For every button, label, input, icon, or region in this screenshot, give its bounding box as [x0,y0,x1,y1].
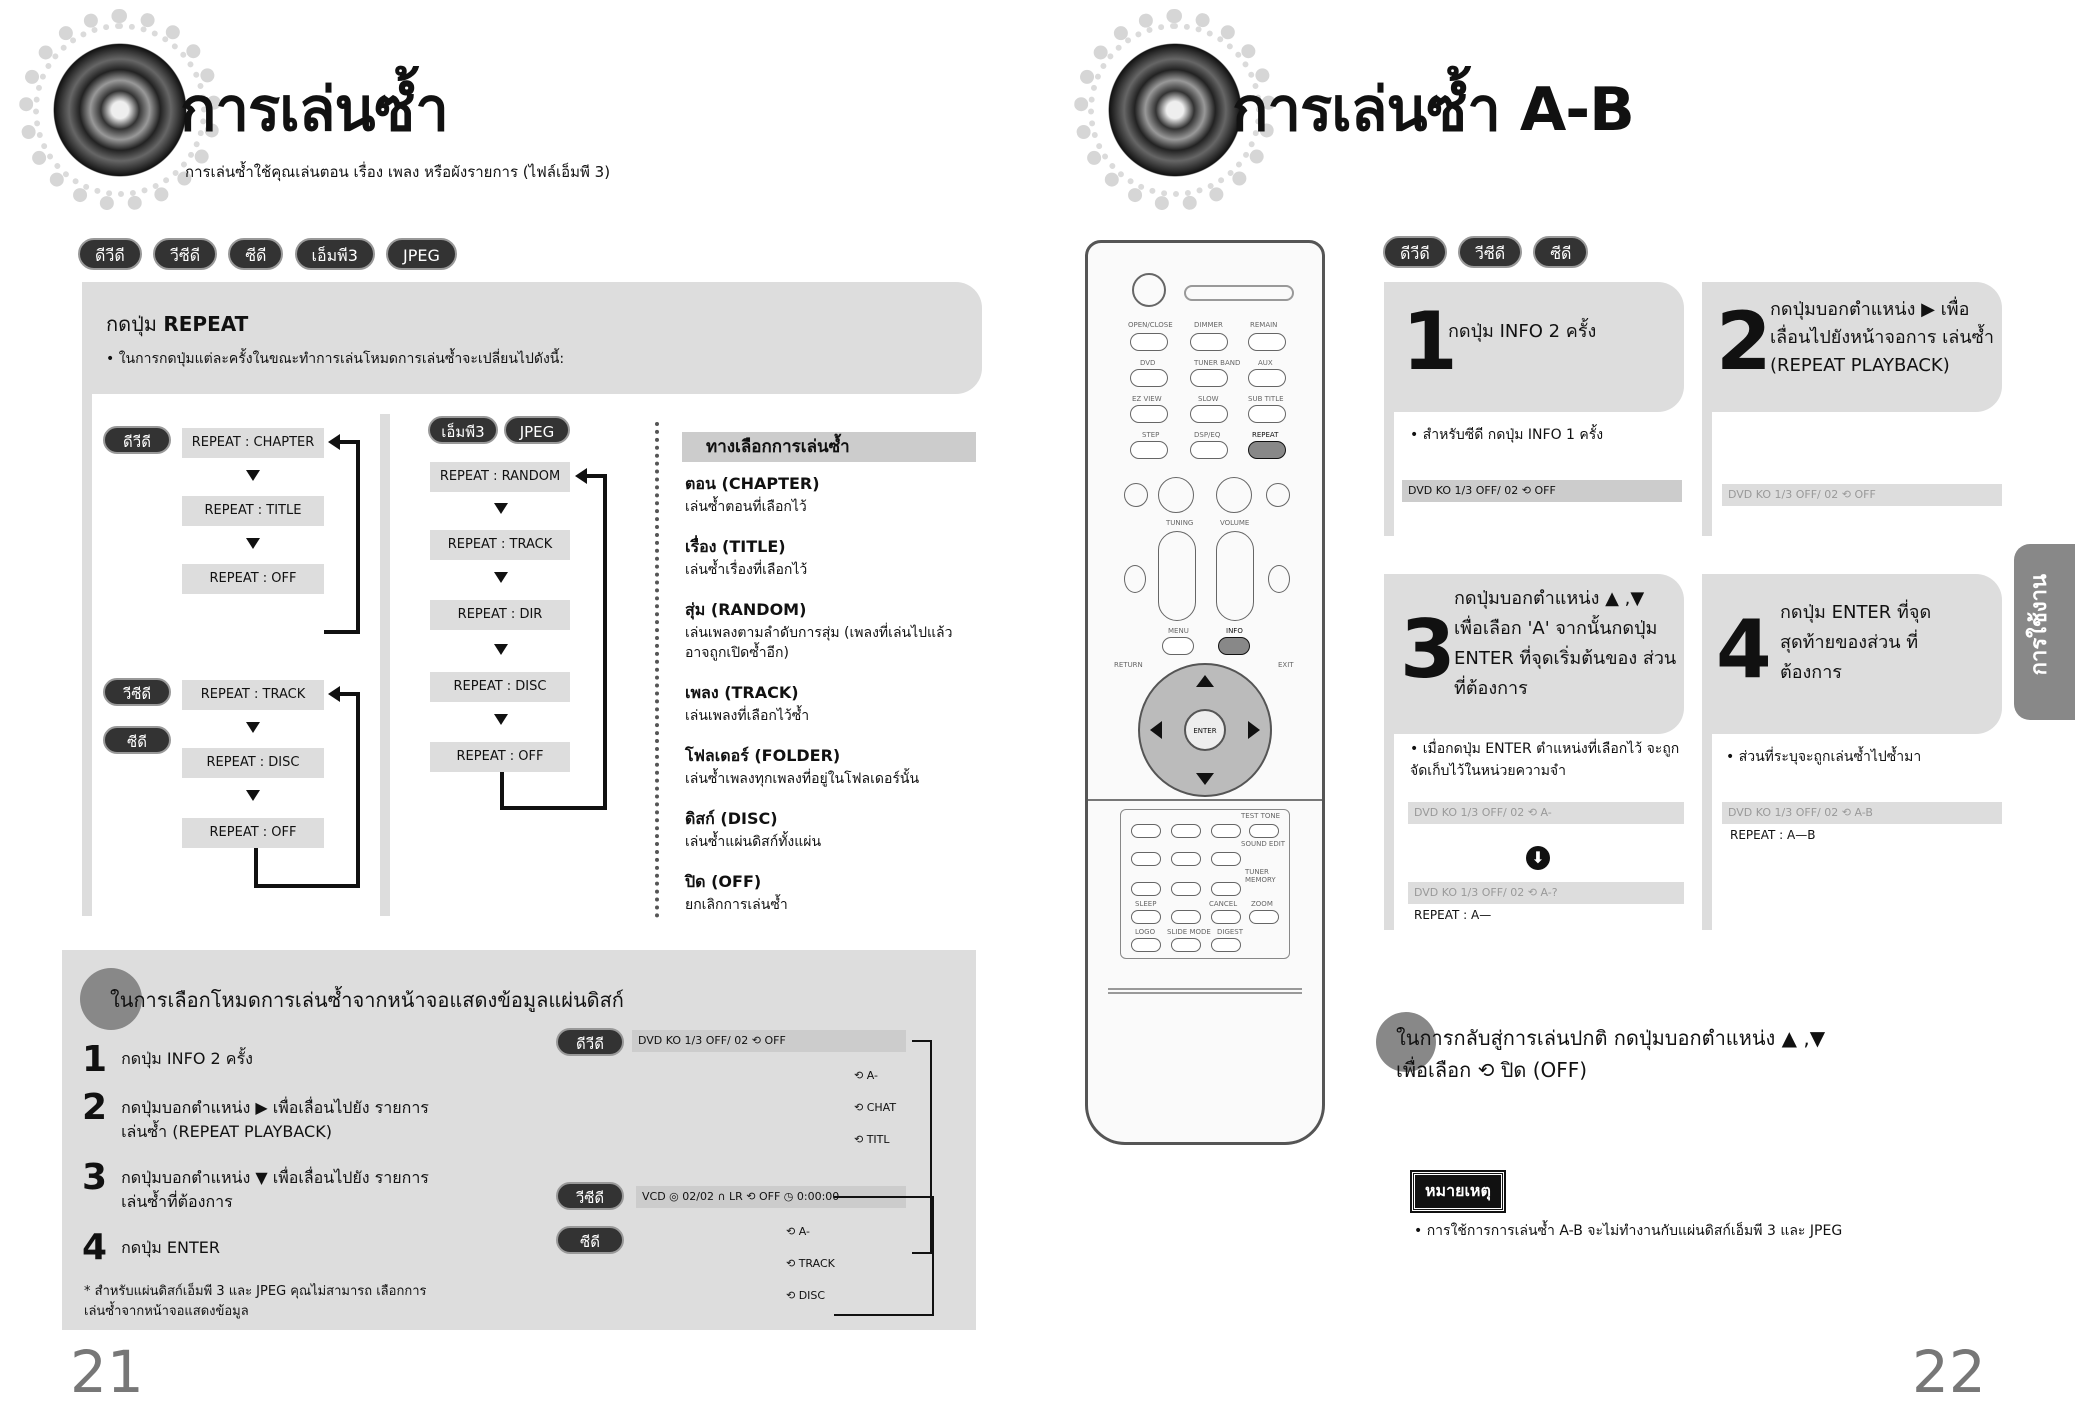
osd-vcd-list: ⟲ A- ⟲ TRACK ⟲ DISC [786,1225,835,1302]
osd-step-1: DVD KO 1/3 OFF/ 02 ⟲ OFF [1402,480,1682,502]
option-desc: เล่นเพลงตามลำดับการสุ่ม (เพลงที่เล่นไปแล้วอาจถูกเปิดซ้ำอีก) [685,625,953,661]
remote-label: LOGO [1135,928,1156,936]
remote-label: TEST TONE [1241,812,1281,820]
step-side-bar [1384,412,1394,536]
arrow-down [246,470,260,481]
vcd-label-oval: วีซีดี [556,1182,624,1210]
step-note: • สำหรับซีดี กดปุ่ม INFO 1 ครั้ง [1410,427,1604,443]
dvd-mode-title: REPEAT : TITLE [182,496,324,526]
page-title-right: การเล่นซ้ำ A-B [1232,75,1634,145]
vcd-mode-off: REPEAT : OFF [182,818,324,848]
divider-bar [380,414,390,916]
number-button[interactable] [1131,824,1161,838]
loop-line [500,806,607,810]
remote-button[interactable] [1171,938,1201,952]
step-note: • เมื่อกดปุ่ม ENTER ตำแหน่งที่เลือกไว้ จะถูกจัดเก็บไว้ในหน่วยความจำ [1410,741,1680,779]
step-text: กดปุ่ม ENTER ที่จุดสุดท้ายของส่วน ที่ต้องการ [1780,602,1932,683]
tuning-rocker[interactable] [1158,531,1196,621]
info-step: 4 กดปุ่ม ENTER [82,1227,221,1268]
number-button[interactable] [1249,824,1279,838]
mp3-mode-dir: REPEAT : DIR [430,600,570,630]
step-number: 4 [1716,603,1772,696]
badge-cd: ซีดี [228,238,283,270]
loop-line [603,474,607,810]
mp3-label-oval: เอ็มพี3 [428,416,498,444]
skip-back-button[interactable] [1124,483,1148,507]
remote-button[interactable] [1190,333,1228,351]
option-desc: เล่นเพลงที่เลือกไว้ซ้ำ [685,708,810,724]
osd-caption: REPEAT : A—B [1730,828,1816,842]
remote-button[interactable] [1248,405,1286,423]
remote-label: SUB TITLE [1248,395,1284,403]
loop-line [254,848,258,888]
remote-button[interactable] [1130,333,1168,351]
disc-badges-right [1383,236,1594,268]
vcd-mode-disc: REPEAT : DISC [182,748,324,778]
remote-button[interactable] [1130,441,1168,459]
remote-label: TUNER MEMORY [1245,868,1276,884]
option-desc: ยกเลิกการเล่นซ้ำ [685,897,788,913]
dvd-mode-chapter: REPEAT : CHAPTER [182,428,324,458]
remote-button[interactable] [1131,910,1161,924]
cd-label-oval: ซีดี [103,726,171,754]
number-button[interactable] [1211,824,1241,838]
info-heading: ในการเลือกโหมดการเล่นซ้ำจากหน้าจอแสดงข้อมูลแผ่นดิสก์ [110,988,624,1012]
cd-label-oval: ซีดี [556,1226,624,1254]
option-desc: เล่นซ้ำแผ่นดิสก์ทั้งแผ่น [685,834,822,850]
remote-button[interactable] [1248,333,1286,351]
loop-line [338,440,360,444]
option-title: โฟลเดอร์ (FOLDER) [685,746,841,765]
loop-line [356,692,360,888]
return-note: ในการกลับสู่การเล่นปกติ กดปุ่มบอกตำแหน่ง ▲ ,▼ เพื่อเลือก ⟲ ปิด (OFF) [1396,1026,1826,1082]
osd-vcd-bar: VCD ◎ 02/02 ∩ LR ⟲ OFF ◷ 0:00:00 [636,1186,906,1208]
badge-jpeg: JPEG [386,238,457,270]
info-button[interactable] [1218,637,1250,655]
arrow-down [494,644,508,655]
remote-button[interactable] [1248,369,1286,387]
remote-label: SLIDE MODE [1167,928,1211,936]
page-title-left: การเล่นซ้ำ [180,75,448,145]
remote-button[interactable] [1171,910,1201,924]
remote-label: CANCEL [1209,900,1238,908]
arrow-down [494,572,508,583]
remote-label: DIMMER [1194,321,1223,329]
step-box-2 [1702,282,2002,412]
nav-up-icon[interactable] [1196,675,1214,687]
loop-line [500,772,504,810]
step-number: 3 [1400,603,1456,696]
vcd-mode-track: REPEAT : TRACK [182,680,324,710]
osd-dvd-list: ⟲ A- ⟲ CHAT ⟲ TITL [854,1069,897,1146]
divider-bar [82,394,92,916]
step-text: กดปุ่ม INFO 2 ครั้ง [1448,321,1597,342]
number-button[interactable] [1171,882,1201,896]
badge-vcd: วีซีดี [1458,236,1522,268]
mp3-mode-disc: REPEAT : DISC [430,672,570,702]
nav-right-icon[interactable] [1248,721,1260,739]
remote-label: DIGEST [1217,928,1244,936]
dvd-label-oval: ดีวีดี [556,1028,624,1056]
power-button[interactable] [1132,273,1166,307]
step-text: กดปุ่มบอกตำแหน่ง ▶ เพื่อเลื่อนไปยังหน้าจอการ เล่นซ้ำ (REPEAT PLAYBACK) [1770,299,1994,376]
loop-line [585,474,607,478]
loop-line [254,884,360,888]
side-tab-label: การใช้งาน [2027,574,2052,676]
option-desc: เล่นซ้ำตอนที่เลือกไว้ [685,499,807,515]
divider [1108,988,1302,994]
vcd-label-oval: วีซีดี [103,678,171,706]
step-number: 1 [1402,295,1458,388]
loop-line [356,440,360,634]
osd-step-4: DVD KO 1/3 OFF/ 02 ⟲ A-B [1722,802,2002,824]
number-pad [1120,809,1290,959]
step-box-3 [1384,574,1684,734]
remote-label: DVD [1140,359,1156,367]
remote-button[interactable] [1249,910,1279,924]
disc-badges-left [78,238,463,270]
remote-label: EZ VIEW [1132,395,1162,403]
remote-button[interactable] [1190,369,1228,387]
remote-label: TUNING [1166,519,1194,527]
arrow-down [246,538,260,549]
osd-step-3: DVD KO 1/3 OFF/ 02 ⟲ A- [1408,802,1684,824]
badge-dvd: ดีวีดี [1383,236,1447,268]
dvd-label-oval: ดีวีดี [103,426,171,454]
remote-label: EXIT [1278,661,1294,669]
number-button[interactable] [1171,824,1201,838]
option-desc: เล่นซ้ำเพลงทุกเพลงที่อยู่ในโฟลเดอร์นั้น [685,771,920,787]
arrow-down [494,503,508,514]
remote-display [1184,285,1294,301]
loop-line [338,692,360,696]
step-box-1 [1384,282,1684,412]
remote-label: VOLUME [1220,519,1250,527]
speaker-graphic-left [45,35,195,185]
badge-cd: ซีดี [1533,236,1588,268]
remote-label: OPEN/CLOSE [1128,321,1173,329]
remote-label: RETURN [1114,661,1143,669]
skip-forward-button[interactable] [1266,483,1290,507]
mp3-mode-random: REPEAT : RANDOM [430,462,570,492]
option-title: สุ่ม (RANDOM) [685,600,807,619]
remote-button[interactable] [1131,938,1161,952]
repeat-button[interactable] [1248,441,1286,459]
number-button[interactable] [1211,852,1241,866]
page-subtitle-left: การเล่นซ้ำใช้คุณเล่นตอน เรื่อง เพลง หรือผังรายการ (ไฟล์เอ็มพี 3) [185,163,611,181]
step-note: • ส่วนที่ระบุจะถูกเล่นซ้ำไปซ้ำมา [1726,749,1922,765]
remote-label: MENU [1168,627,1189,635]
step-box-4 [1702,574,2002,734]
divider [1088,799,1322,801]
remote-label: TUNER BAND [1194,359,1241,367]
info-footnote: * สำหรับแผ่นดิสก์เอ็มพี 3 และ JPEG คุณไม่สามารถ เลือกการเล่นซ้ำจากหน้าจอแสดงข้อมูล [84,1284,427,1319]
menu-button[interactable] [1162,637,1194,655]
step-text: กดปุ่มบอกตำแหน่ง ▲ ,▼ เพื่อเลือก 'A' จากนั้นกดปุ่ม ENTER ที่จุดเริ่มต้นของ ส่วนที่ต้องการ [1454,588,1677,699]
info-step: 2 กดปุ่มบอกตำแหน่ง ▶ เพื่อเลื่อนไปยัง รายการเล่นซ้ำ (REPEAT PLAYBACK) [82,1087,429,1141]
osd-caption: REPEAT : A— [1414,908,1492,922]
remote-label: REMAIN [1250,321,1278,329]
option-title: ดิสก์ (DISC) [685,809,778,828]
badge-mp3: เอ็มพี3 [295,238,375,270]
number-button[interactable] [1211,882,1241,896]
remote-button[interactable] [1130,369,1168,387]
info-step: 3 กดปุ่มบอกตำแหน่ง ▼ เพื่อเลื่อนไปยัง รายการเล่นซ้ำที่ต้องการ [82,1157,429,1211]
option-title: ปิด (OFF) [685,872,762,891]
dvd-mode-off: REPEAT : OFF [182,564,324,594]
loop-arrowhead [328,686,340,702]
play-pause-button[interactable] [1216,477,1252,513]
remote-control [1085,240,1325,1145]
remote-label: DSP/EQ [1194,431,1221,439]
step-number: 2 [1716,295,1772,388]
page-number-left: 21 [70,1338,144,1406]
step-side-bar [1384,734,1394,930]
arrow-down [246,790,260,801]
step-side-bar [1702,412,1712,536]
nav-left-icon[interactable] [1150,721,1162,739]
remote-label: REPEAT [1252,431,1279,439]
loop-line [834,1196,934,1316]
info-section [62,950,976,1330]
info-steps [82,1040,442,1322]
remote-label: SLOW [1198,395,1219,403]
badge-vcd: วีซีดี [153,238,217,270]
remote-label: ZOOM [1251,900,1273,908]
note-label: หมายเหตุ [1412,1172,1504,1211]
remote-label: STEP [1142,431,1160,439]
remote-label: SOUND EDIT [1241,840,1286,848]
nav-down-icon[interactable] [1196,773,1214,785]
mp3-mode-track: REPEAT : TRACK [430,530,570,560]
note-text: • การใช้การการเล่นซ้ำ A-B จะไม่ทำงานกับแผ่นดิสก์เอ็มพี 3 และ JPEG [1414,1223,1843,1239]
remote-button[interactable] [1211,910,1241,924]
badge-dvd: ดีวีดี [78,238,142,270]
arrow-down [246,722,260,733]
stop-button[interactable] [1158,477,1194,513]
loop-arrowhead [328,434,340,450]
osd-step-3b: DVD KO 1/3 OFF/ 02 ⟲ A-? [1408,882,1684,904]
option-title: เพลง (TRACK) [685,683,799,702]
remote-button[interactable] [1130,405,1168,423]
remote-label: INFO [1226,627,1243,635]
osd-dvd-bar: DVD KO 1/3 OFF/ 02 ⟲ OFF [632,1030,906,1052]
remote-button[interactable] [1190,405,1228,423]
osd-step-2: DVD KO 1/3 OFF/ 02 ⟲ OFF [1722,484,2002,506]
arrow-down [494,714,508,725]
remote-button[interactable] [1190,441,1228,459]
number-button[interactable] [1131,852,1161,866]
loop-arrowhead [575,468,587,484]
arrow-down-circle-icon: ⬇ [1526,846,1550,870]
divider-dotted [655,422,659,918]
step-side-bar [1702,734,1712,930]
options-list [685,472,975,933]
speaker-graphic-right [1100,35,1250,185]
jpeg-label-oval: JPEG [504,416,570,444]
page-number-right: 22 [1912,1338,1986,1406]
side-button[interactable] [1268,565,1290,593]
enter-button[interactable]: ENTER [1184,709,1226,751]
repeat-step-note: • ในการกดปุ่มแต่ละครั้งในขณะทำการเล่นโหมดการเล่นซ้ำจะเปลี่ยนไปดังนี้: [106,351,565,367]
option-title: ตอน (CHAPTER) [685,474,820,493]
loop-line [324,630,360,634]
mp3-mode-off: REPEAT : OFF [430,742,570,772]
number-button[interactable] [1131,882,1161,896]
info-step: 1 กดปุ่ม INFO 2 ครั้ง [82,1039,253,1080]
remote-label: AUX [1258,359,1273,367]
side-tab [2014,544,2075,720]
repeat-step-heading: กดปุ่ม REPEAT [106,312,249,336]
remote-label: SLEEP [1135,900,1157,908]
option-desc: เล่นซ้ำเรื่องที่เลือกไว้ [685,562,808,578]
option-title: เรื่อง (TITLE) [685,537,786,556]
remote-button[interactable] [1211,938,1241,952]
side-button[interactable] [1124,565,1146,593]
repeat-step-box [82,282,982,394]
volume-rocker[interactable] [1216,531,1254,621]
number-button[interactable] [1171,852,1201,866]
options-heading: ทางเลือกการเล่นซ้ำ [682,432,976,462]
